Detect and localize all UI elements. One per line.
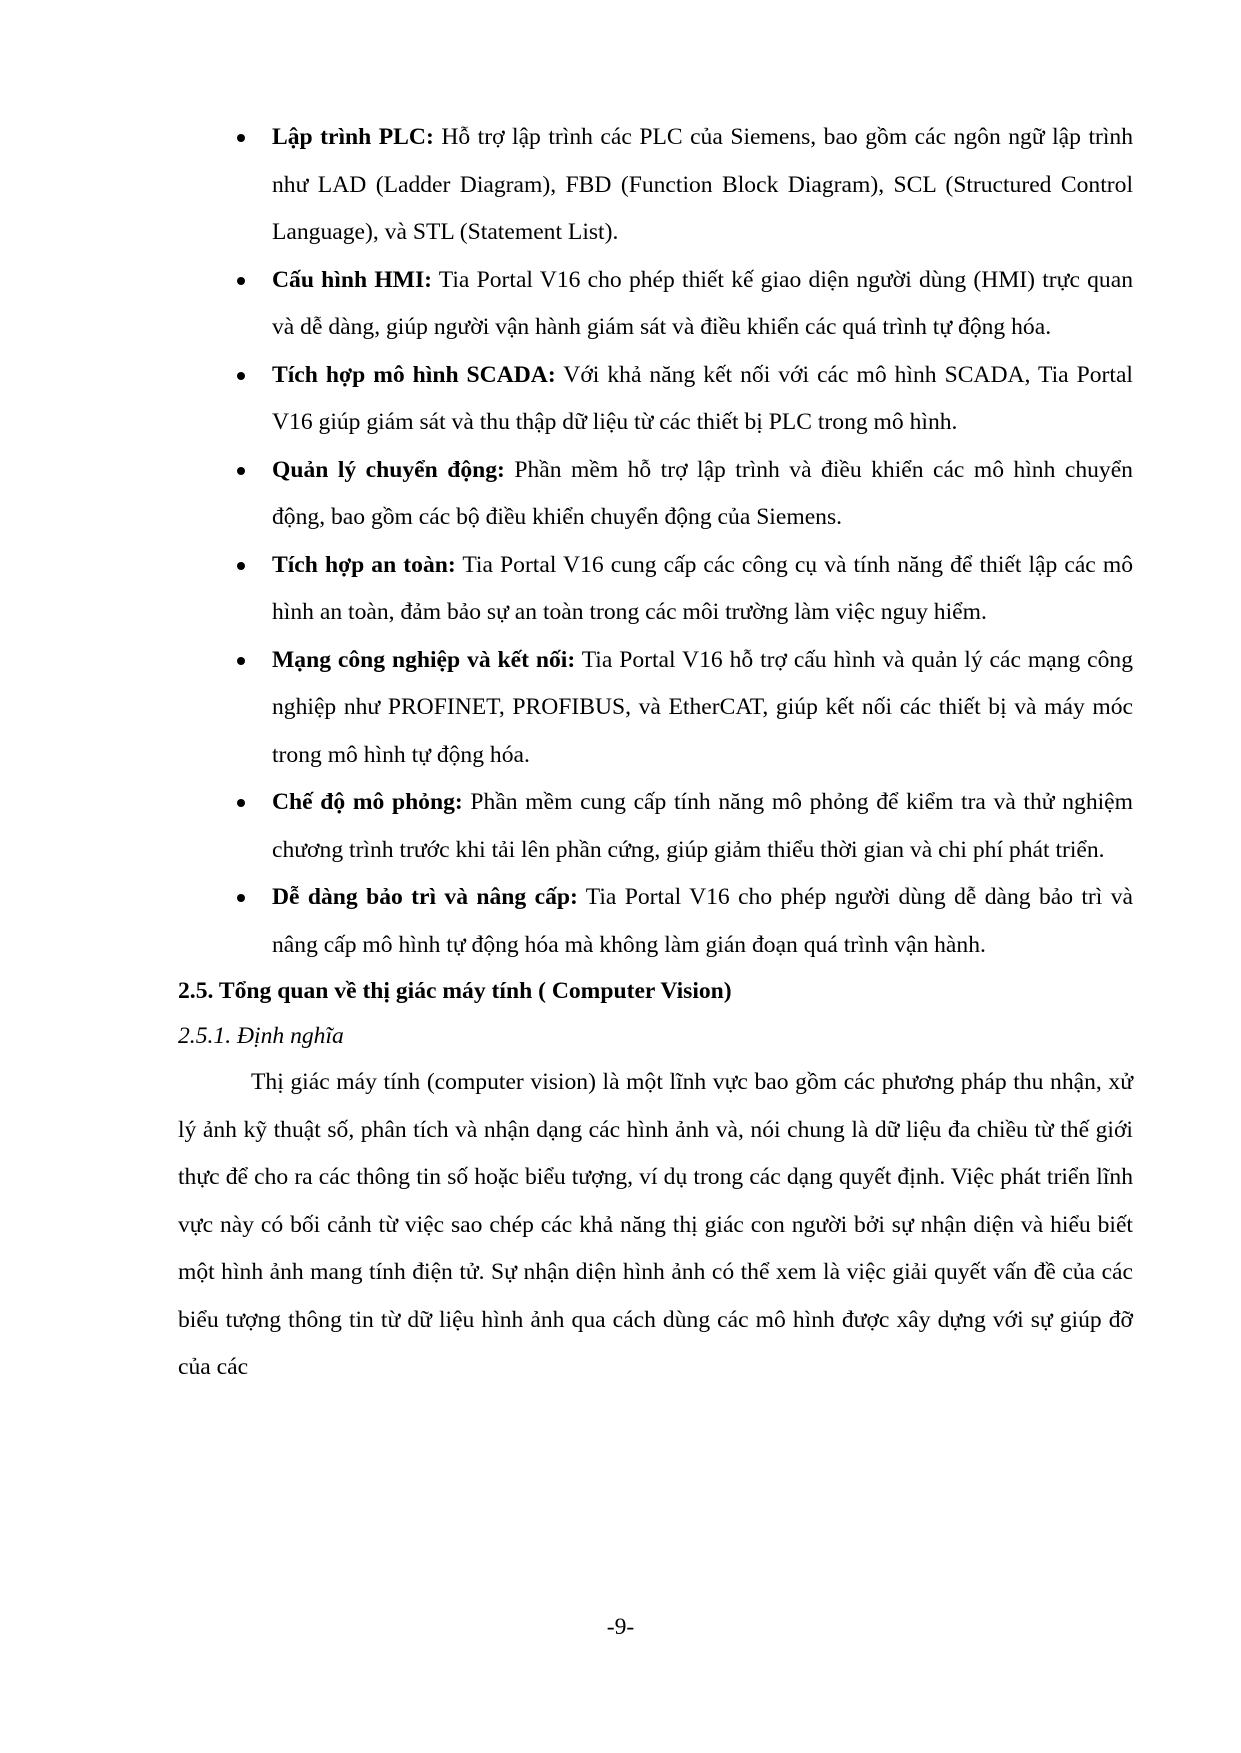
bullet-icon [237, 277, 245, 285]
subsection-heading: 2.5.1. Định nghĩa [178, 1023, 344, 1049]
list-item [178, 447, 1133, 542]
list-item-term: Chế độ mô phỏng: [272, 789, 463, 815]
list-item-term: Cấu hình HMI: [272, 266, 432, 293]
list-item-term: Tích hợp mô hình SCADA: [272, 361, 556, 388]
feature-list [178, 114, 1133, 969]
page-content [178, 114, 1133, 1392]
list-item-text: Tia Portal V16 cho phép thiết kế giao diện người dùng (HMI) trực quan và dễ dàng, giúp người vận hành giám sát và điều khiển các quá trình tự động hóa. [272, 266, 1134, 340]
bullet-icon [237, 657, 245, 665]
list-item-text: Hỗ trợ lập trình các PLC của Siemens, bao gồm các ngôn ngữ lập trình như LAD (Ladder Diagram), FBD (Function Block Diagram), SCL (Structured Control Language), và STL (Statement List). [272, 124, 1134, 245]
bullet-icon [237, 134, 245, 142]
bullet-icon [237, 894, 245, 902]
list-item [178, 114, 1133, 257]
section-heading: 2.5. Tổng quan về thị giác máy tính ( Computer Vision) [178, 978, 732, 1004]
list-item-term: Quản lý chuyển động: [272, 456, 505, 483]
list-item-text: Phần mềm cung cấp tính năng mô phỏng để kiểm tra và thử nghiệm chương trình trước khi tải lên phần cứng, giúp giảm thiểu thời gian và chi phí phát triển. [272, 789, 1133, 863]
list-item [178, 779, 1133, 874]
list-item-term: Tích hợp an toàn: [272, 551, 456, 578]
list-item [178, 874, 1133, 969]
bullet-icon [237, 372, 245, 380]
body-paragraph: Thị giác máy tính (computer vision) là một lĩnh vực bao gồm các phương pháp thu nhận, xử lý ảnh kỹ thuật số, phân tích và nhận dạng các hình ảnh và, nói chung là dữ liệu đa chiều từ thế giới thực để cho ra các thông tin số hoặc biểu tượng, ví dụ trong các dạng quyết định. Việc phát triển lĩnh vực này có bối cảnh từ việc sao chép các khả năng thị giác con người bởi sự nhận diện và hiểu biết một hình ảnh mang tính điện tử. Sự nhận diện hình ảnh có thể xem là việc giải quyết vấn đề của các biểu tượng thông tin từ dữ liệu hình ảnh qua cách dùng các mô hình được xây dựng với sự giúp đỡ của các [178, 1069, 1133, 1380]
list-item-text: Phần mềm hỗ trợ lập trình và điều khiển các mô hình chuyển động, bao gồm các bộ điều khiển chuyển động của Siemens. [272, 456, 1133, 530]
list-item [178, 352, 1133, 447]
list-item-term: Mạng công nghiệp và kết nối: [272, 646, 576, 673]
list-item [178, 257, 1133, 352]
list-item-text: Tia Portal V16 hỗ trợ cấu hình và quản lý các mạng công nghiệp như PROFINET, PROFIBUS, và EtherCAT, giúp kết nối các thiết bị và máy móc trong mô hình tự động hóa. [272, 646, 1133, 768]
list-item [178, 637, 1133, 780]
list-item-text: Tia Portal V16 cho phép người dùng dễ dàng bảo trì và nâng cấp mô hình tự động hóa mà không làm gián đoạn quá trình vận hành. [272, 884, 1133, 958]
list-item [178, 542, 1133, 637]
list-item-term: Dễ dàng bảo trì và nâng cấp: [272, 884, 578, 910]
bullet-icon [237, 799, 245, 807]
bullet-icon [237, 467, 245, 475]
page-number: -9- [606, 1614, 635, 1640]
bullet-icon [237, 562, 245, 570]
list-item-text: Với khả năng kết nối với các mô hình SCADA, Tia Portal V16 giúp giám sát và thu thập dữ liệu từ các thiết bị PLC trong mô hình. [272, 361, 1133, 435]
list-item-term: Lập trình PLC: [272, 124, 434, 150]
list-item-text: Tia Portal V16 cung cấp các công cụ và tính năng để thiết lập các mô hình an toàn, đảm bảo sự an toàn trong các môi trường làm việc nguy hiểm. [272, 551, 1133, 625]
